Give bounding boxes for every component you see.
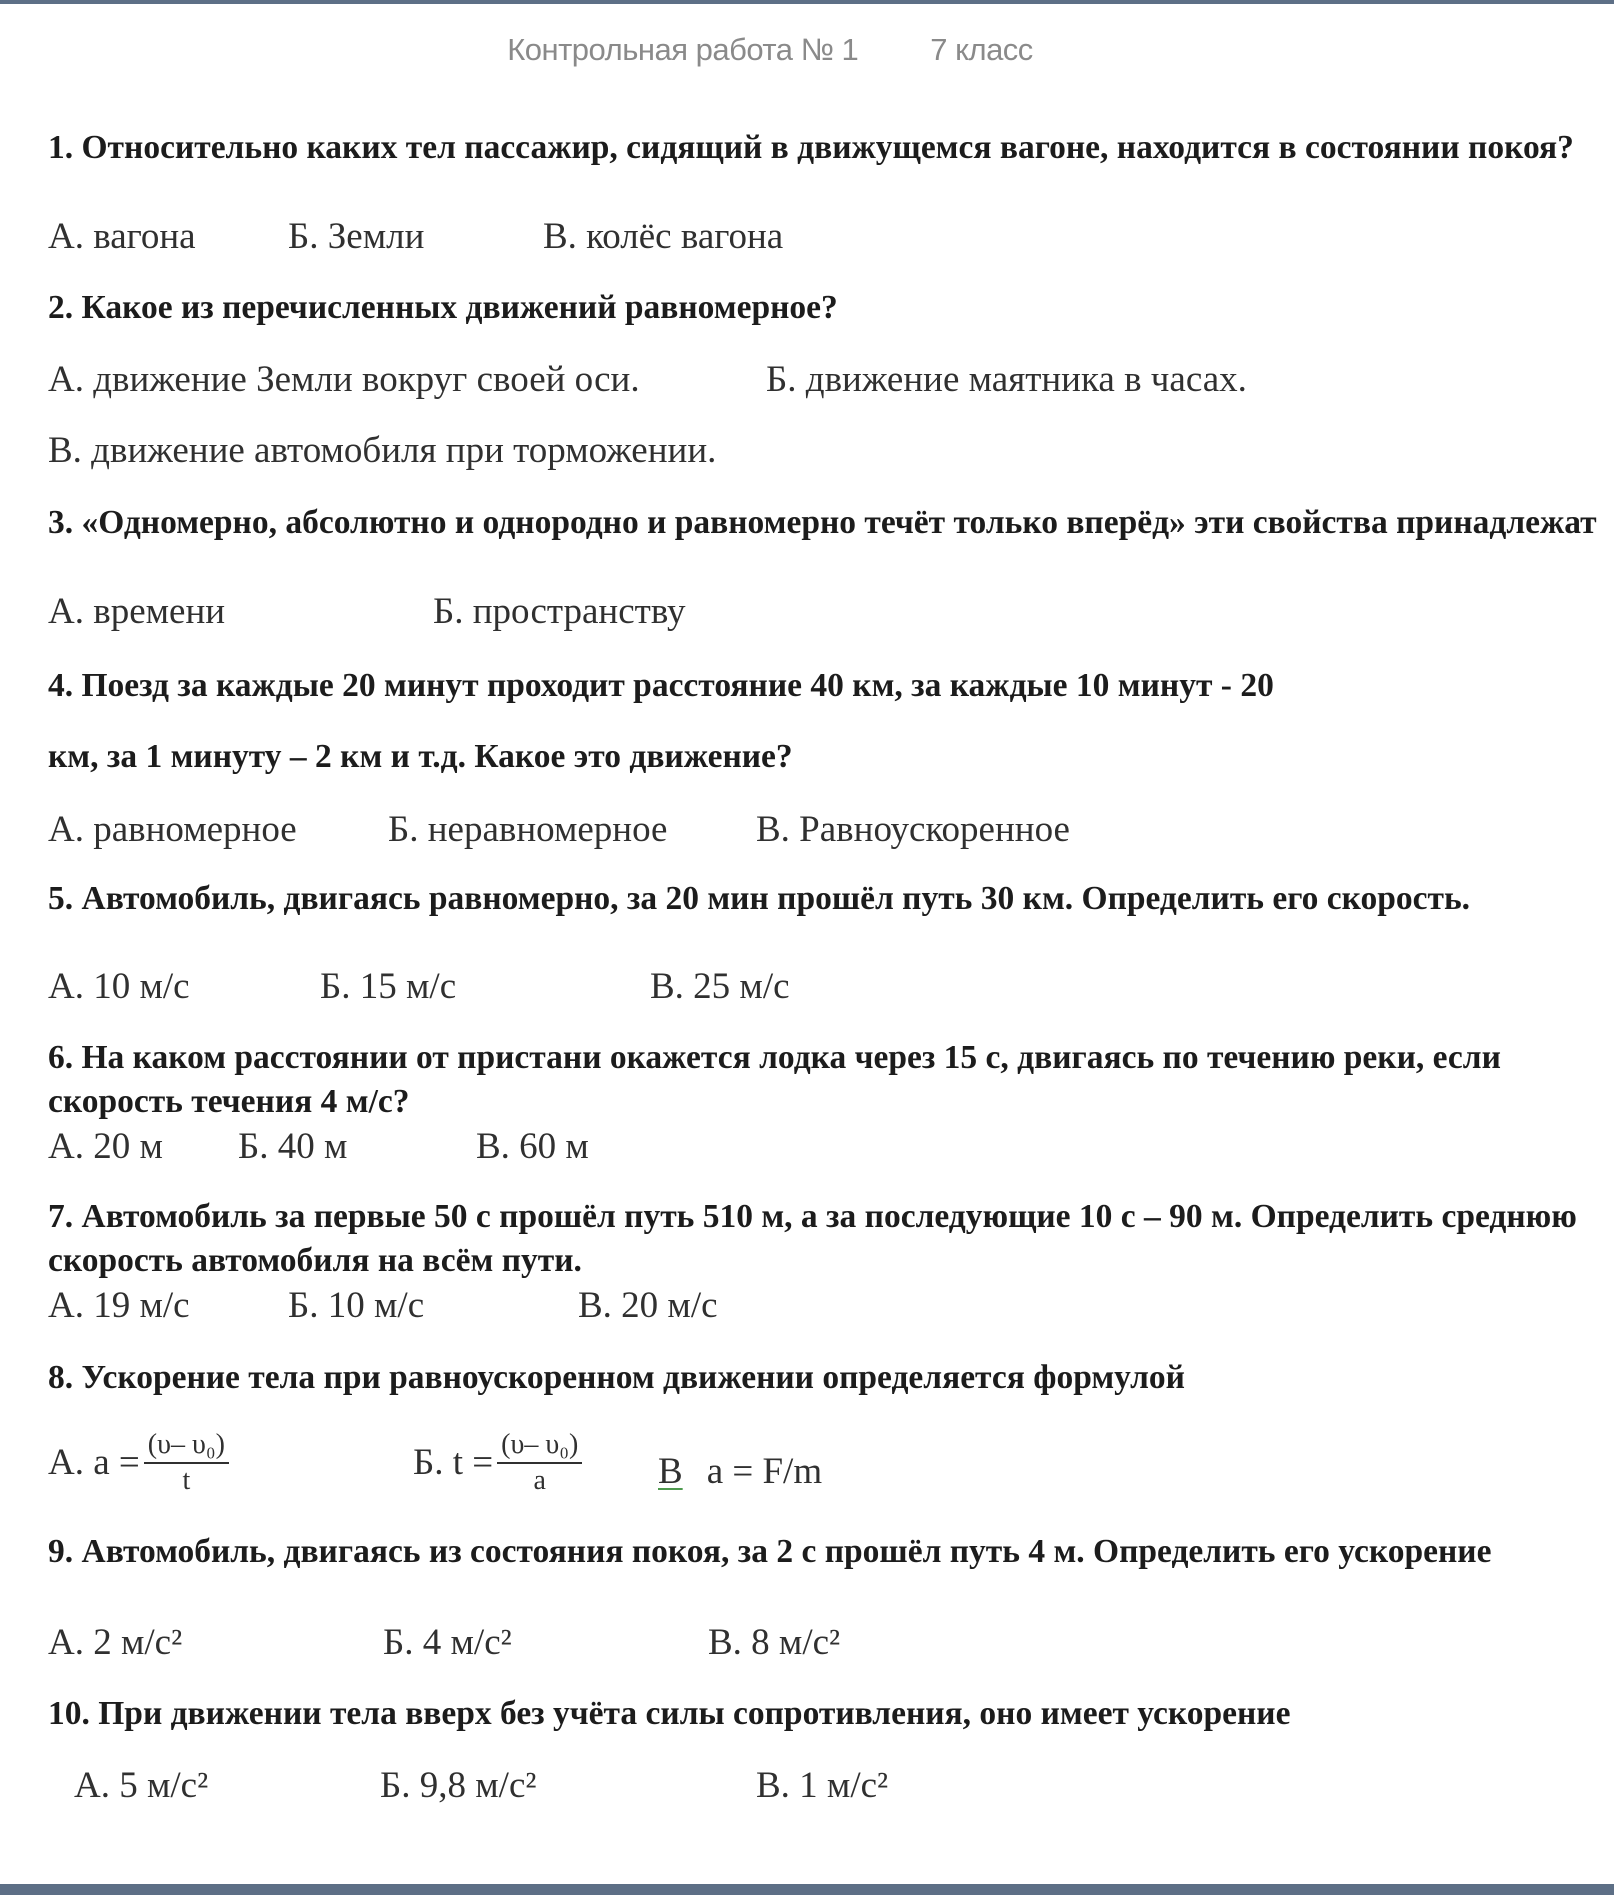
option-c: В. 1 м/с² xyxy=(756,1765,889,1806)
option-c: В. Равноускоренное xyxy=(756,809,1070,850)
option-a: А. 20 м xyxy=(48,1126,163,1167)
question-6-options xyxy=(48,1125,1548,1169)
fraction-b xyxy=(497,1428,582,1498)
option-c: В. 20 м/с xyxy=(578,1285,718,1326)
question-2-options-line2 xyxy=(48,429,1548,473)
option-c: В. 25 м/с xyxy=(650,966,790,1007)
question-9: 9. Автомобиль, двигаясь из состояния покоя, за 2 с прошёл путь 4 м. Определить его ускорение xyxy=(48,1533,1492,1570)
question-6: 6. На каком расстоянии от пристани окажется лодка через 15 с, двигаясь по течению реки, если скорость течения 4 м/с? xyxy=(48,1039,1501,1120)
fraction-b-numerator: (υ– υ₀) xyxy=(497,1428,582,1464)
option-b: Б. 10 м/с xyxy=(288,1285,425,1326)
option-c: В. колёс вагона xyxy=(543,216,784,257)
question-4-line-1: 4. Поезд за каждые 20 минут проходит расстояние 40 км, за каждые 10 минут - 20 xyxy=(48,667,1274,704)
question-10-options xyxy=(48,1764,1548,1808)
option-a: А. времени xyxy=(48,591,226,632)
option-b: Б. 9,8 м/с² xyxy=(380,1765,537,1806)
document-page xyxy=(0,4,1614,1884)
question-8: 8. Ускорение тела при равноускоренном движении определяется формулой xyxy=(48,1359,1185,1396)
question-3: 3. «Одномерно, абсолютно и однородно и равномерно течёт только вперёд» эти свойства принадлежат xyxy=(48,504,1597,541)
question-2-options xyxy=(48,358,1548,402)
question-7: 7. Автомобиль за первые 50 с прошёл путь 510 м, а за последующие 10 с – 90 м. Определить среднюю скорость автомобиля на всём пути. xyxy=(48,1198,1577,1279)
option-c: В. 8 м/с² xyxy=(708,1622,841,1663)
option-a: А. вагона xyxy=(48,216,196,257)
fraction-a-denominator: t xyxy=(182,1465,191,1496)
option-a: А. 19 м/с xyxy=(48,1285,190,1326)
grade-label: 7 класс xyxy=(930,32,1033,67)
question-2: 2. Какое из перечисленных движений равномерное? xyxy=(48,289,838,326)
option-b: Б. Земли xyxy=(288,216,425,257)
question-3-options xyxy=(48,590,1548,634)
question-1-options xyxy=(48,215,1548,259)
option-b: Б. пространству xyxy=(433,591,686,632)
option-a xyxy=(48,1428,229,1498)
option-b: Б. 15 м/с xyxy=(320,966,457,1007)
option-c: В. 60 м xyxy=(476,1126,589,1167)
option-b: Б. 40 м xyxy=(238,1126,348,1167)
question-9-options xyxy=(48,1621,1548,1665)
option-a: А. равномерное xyxy=(48,809,297,850)
page-header xyxy=(0,32,1540,68)
fraction-b-denominator: a xyxy=(533,1465,546,1496)
option-b: Б. 4 м/с² xyxy=(383,1622,512,1663)
question-4-line-2: км, за 1 минуту – 2 км и т.д. Какое это движение? xyxy=(48,738,793,775)
option-c-formula: a = F/m xyxy=(706,1451,823,1492)
question-7-options xyxy=(48,1284,1548,1328)
option-b xyxy=(413,1428,582,1498)
option-a: А. движение Земли вокруг своей оси. xyxy=(48,359,640,400)
option-c-label: В xyxy=(658,1451,683,1492)
option-a: А. 10 м/с xyxy=(48,966,190,1007)
option-c: В. движение автомобиля при торможении. xyxy=(48,430,717,471)
option-b: Б. неравномерное xyxy=(388,809,668,850)
question-8-options xyxy=(48,1429,1548,1496)
option-b-label: Б. t = xyxy=(413,1442,494,1483)
question-10: 10. При движении тела вверх без учёта силы сопротивления, оно имеет ускорение xyxy=(48,1695,1291,1732)
fraction-a xyxy=(144,1428,229,1498)
question-4-options xyxy=(48,808,1548,852)
question-5-options xyxy=(48,965,1548,1009)
option-a-label: А. a = xyxy=(48,1442,140,1483)
fraction-a-numerator: (υ– υ₀) xyxy=(144,1428,229,1464)
test-title: Контрольная работа № 1 xyxy=(507,32,859,67)
question-5: 5. Автомобиль, двигаясь равномерно, за 20 мин прошёл путь 30 км. Определить его скорость. xyxy=(48,880,1471,917)
option-a: А. 5 м/с² xyxy=(74,1765,209,1806)
option-c xyxy=(658,1450,822,1494)
question-1: 1. Относительно каких тел пассажир, сидящий в движущемся вагоне, находится в состоянии покоя? xyxy=(48,129,1574,166)
option-b: Б. движение маятника в часах. xyxy=(766,359,1247,400)
option-a: А. 2 м/с² xyxy=(48,1622,183,1663)
